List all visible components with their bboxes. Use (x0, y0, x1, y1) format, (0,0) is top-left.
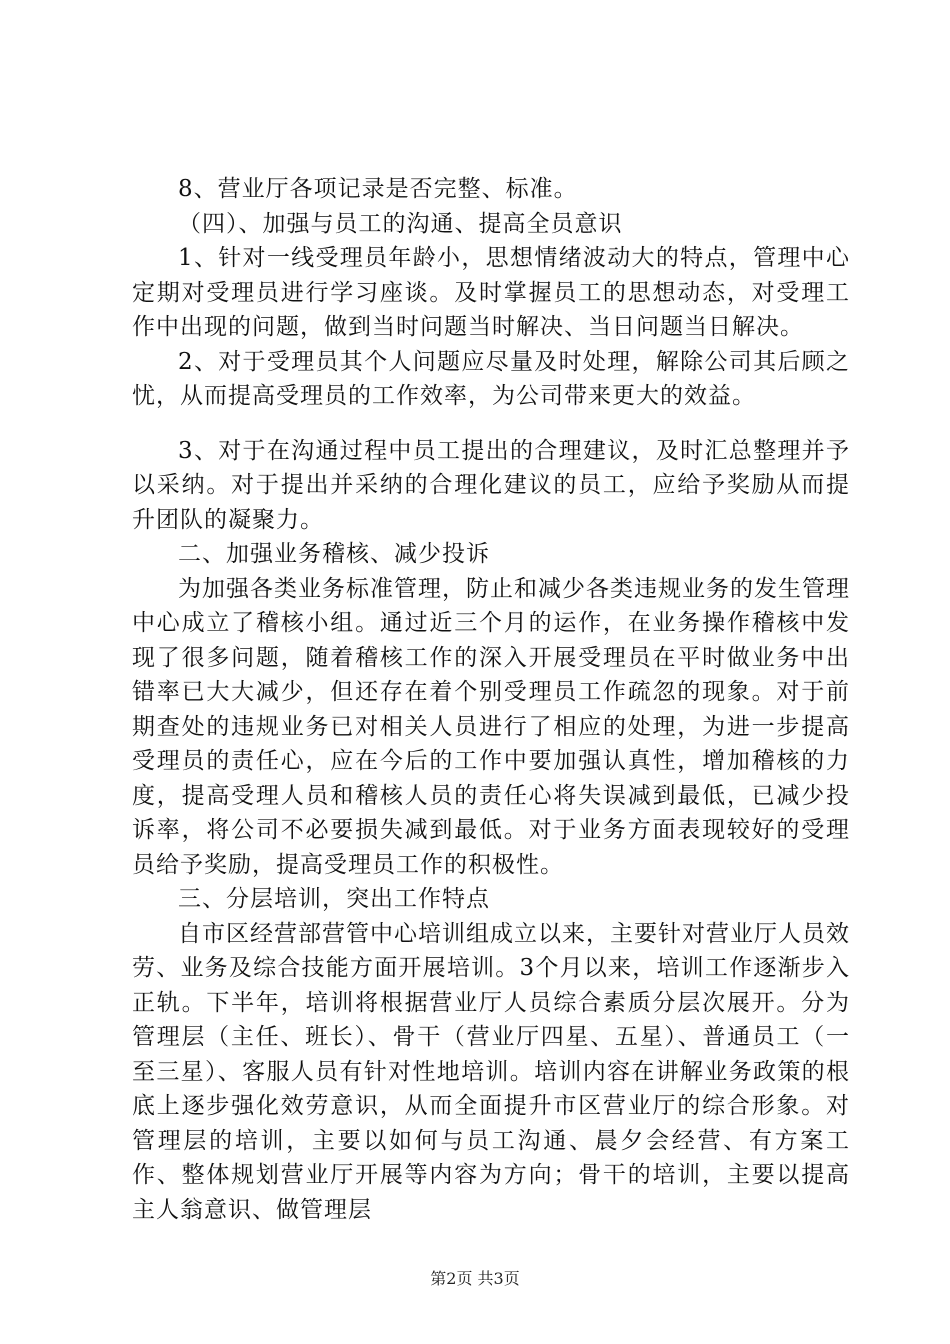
page-footer: 第2页 共3页 (430, 1269, 520, 1288)
paragraph-item-3: 3、对于在沟通过程中员工提出的合理建议，及时汇总整理并予以采纳。对于提出并采纳的合理化建议的员工，应给予奖励从而提升团队的凝聚力。 (132, 437, 850, 533)
paragraph-audit: 为加强各类业务标准管理，防止和减少各类违规业务的发生管理中心成立了稽核小组。通过近三个月的运作，在业务操作稽核中发现了很多问题，随着稽核工作的深入开展受理员在平时做业务中出错率已大大减少，但还存在着个别受理员工作疏忽的现象。对于前期查处的违规业务已对相关人员进行了相应的处理，为进一步提高受理员的责任心，应在今后的工作中要加强认真性，增加稽核的力度，提高受理人员和稽核人员的责任心将失误减到最低，已减少投诉率，将公司不必要损失减到最低。对于业务方面表现较好的受理员给予奖励，提高受理员工作的积极性。 (132, 575, 850, 878)
paragraph-training: 自市区经营部营管中心培训组成立以来，主要针对营业厅人员效劳、业务及综合技能方面开展培训。3个月以来，培训工作逐渐步入正轨。下半年，培训将根据营业厅人员综合素质分层次展开。分为管理层（主任、班长）、骨干（营业厅四星、五星）、普通员工（一至三星）、客服人员有针对性地培训。培训内容在讲解业务政策的根底上逐步强化效劳意识，从而全面提升市区营业厅的综合形象。对管理层的培训，主要以如何与员工沟通、晨夕会经营、有方案工作、整体规划营业厅开展等内容为方向；骨干的培训，主要以提高主人翁意识、做管理层 (132, 920, 850, 1223)
paragraph-item-2: 2、对于受理员其个人问题应尽量及时处理，解除公司其后顾之忧，从而提高受理员的工作效率，为公司带来更大的效益。 (132, 348, 850, 409)
paragraph-item-8: 8、营业厅各项记录是否完整、标准。 (178, 176, 578, 202)
paragraph-item-1: 1、针对一线受理员年龄小，思想情绪波动大的特点，管理中心定期对受理员进行学习座谈。及时掌握员工的思想动态，对受理工作中出现的问题，做到当时问题当时解决、当日问题当日解决。 (132, 245, 850, 340)
paragraph-gap (132, 414, 850, 434)
document-body (132, 172, 850, 1227)
section-heading-3: 三、分层培训，突出工作特点 (178, 886, 490, 912)
section-heading-4: （四）、加强与员工的沟通、提高全员意识 (178, 210, 623, 237)
section-heading-2: 二、加强业务稽核、减少投诉 (178, 541, 490, 567)
